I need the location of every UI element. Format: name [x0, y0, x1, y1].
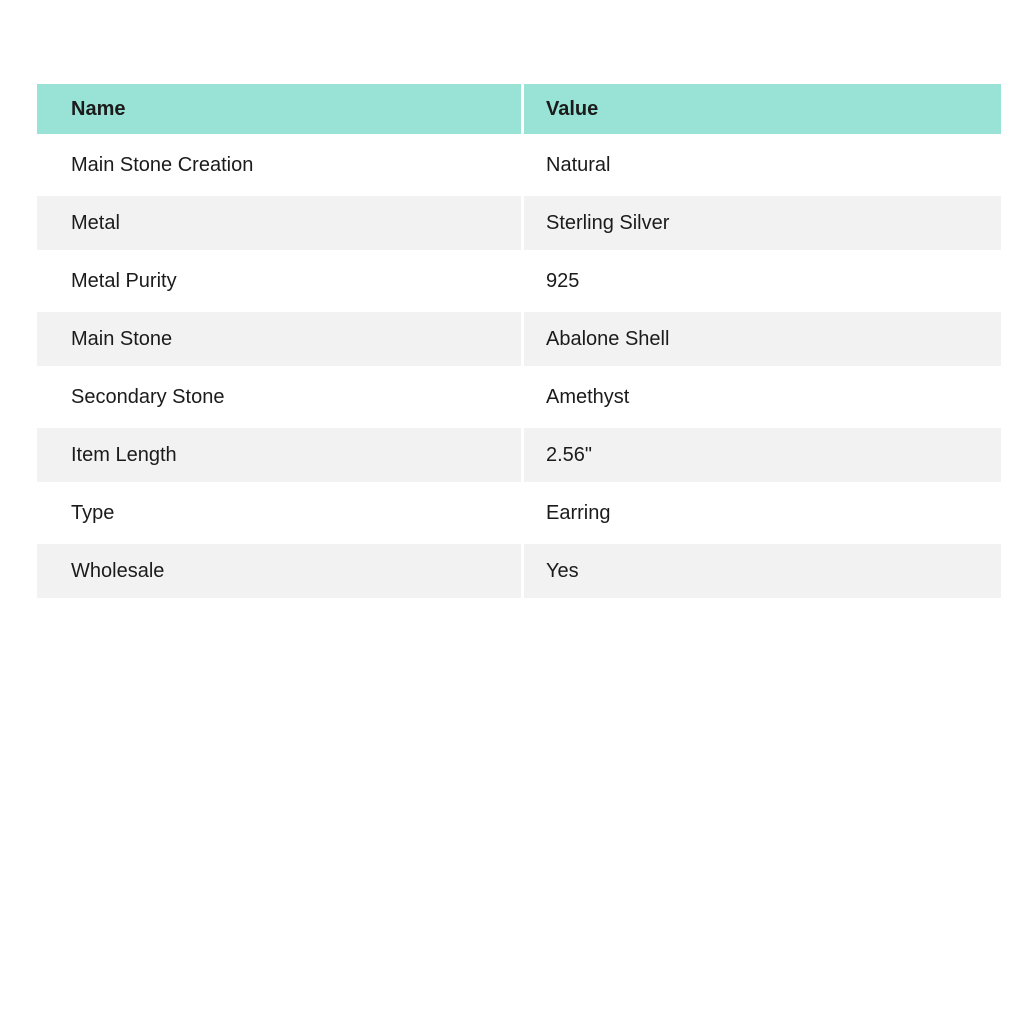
table-header-row	[37, 84, 1001, 134]
table-row	[37, 428, 1001, 482]
table-row	[37, 544, 1001, 598]
spec-table	[37, 84, 1001, 602]
table-row	[37, 138, 1001, 192]
row-name-cell: Main Stone	[37, 312, 521, 366]
row-value-cell: Abalone Shell	[524, 312, 1001, 366]
table-body	[37, 138, 1001, 598]
row-name-cell: Item Length	[37, 428, 521, 482]
row-value-cell: Natural	[546, 154, 611, 176]
row-name-cell: Main Stone Creation	[71, 154, 254, 176]
row-name-cell: Type	[71, 502, 115, 524]
table-row	[37, 196, 1001, 250]
column-header-value: Value	[524, 84, 1001, 134]
row-value-cell: 2.56"	[524, 428, 1001, 482]
table-row	[37, 370, 1001, 424]
column-header-name: Name	[37, 84, 521, 134]
row-name-cell: Metal Purity	[71, 270, 177, 292]
row-name-cell: Metal	[37, 196, 521, 250]
row-name-cell: Wholesale	[37, 544, 521, 598]
row-value-cell: Yes	[524, 544, 1001, 598]
table-row	[37, 486, 1001, 540]
row-name-cell: Secondary Stone	[71, 386, 225, 408]
table-row	[37, 254, 1001, 308]
row-value-cell: Earring	[546, 502, 611, 524]
row-value-cell: 925	[546, 270, 580, 292]
row-value-cell: Amethyst	[546, 386, 630, 408]
table-row	[37, 312, 1001, 366]
row-value-cell: Sterling Silver	[524, 196, 1001, 250]
